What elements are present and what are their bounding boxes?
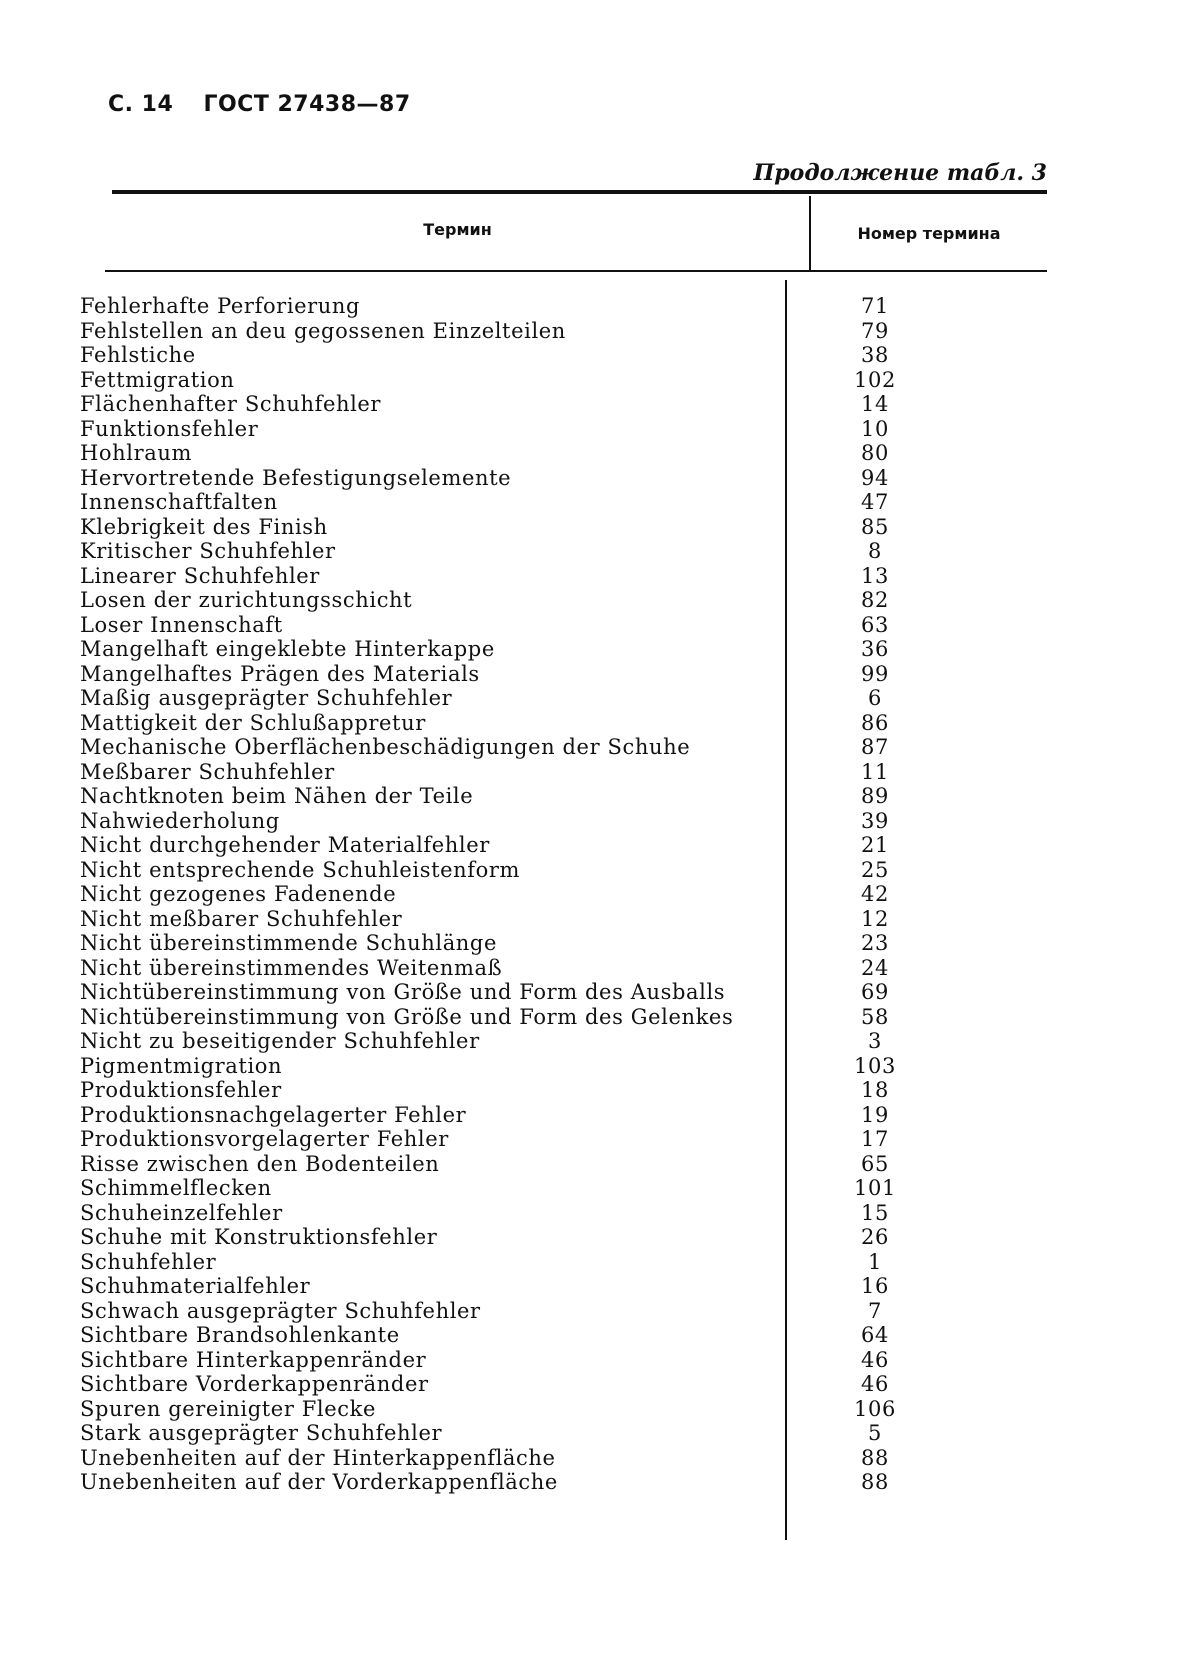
term-number-cell: 14 (861, 392, 889, 417)
term-cell: Nichtübereinstimmung von Größe und Form des Gelenkes (80, 1004, 734, 1029)
table-top-rule (112, 190, 1047, 194)
term-cell: Schuhe mit Konstruktionsfehler (80, 1225, 438, 1250)
term-number-cell: 89 (861, 784, 889, 809)
table-row (80, 1103, 980, 1128)
term-number-cell: 15 (861, 1200, 889, 1225)
term-cell: Produktionsnachgelagerter Fehler (80, 1102, 467, 1127)
term-number-cell: 101 (854, 1176, 896, 1201)
table-row (80, 1201, 980, 1226)
table-header-rule (105, 270, 1047, 272)
table-row (80, 1225, 980, 1250)
table-row (80, 1274, 980, 1299)
term-number-cell: 38 (861, 343, 889, 368)
term-number-cell: 18 (861, 1078, 889, 1103)
table-row (80, 466, 980, 491)
term-number-cell: 99 (861, 661, 889, 686)
standard-title: ГОСТ 27438—87 (203, 92, 411, 117)
term-cell: Risse zwischen den Bodenteilen (80, 1151, 440, 1176)
term-cell: Nicht übereinstimmendes Weitenmaß (80, 955, 503, 980)
table-row (80, 858, 980, 883)
term-cell: Schwach ausgeprägter Schuhfehler (80, 1298, 481, 1323)
term-number-cell: 8 (868, 539, 882, 564)
table-row (80, 515, 980, 540)
term-cell: Hervortretende Befestigungselemente (80, 465, 512, 490)
term-cell: Sichtbare Brandsohlenkante (80, 1323, 400, 1348)
table-row (80, 441, 980, 466)
term-number-cell: 24 (861, 955, 889, 980)
table-row (80, 588, 980, 613)
term-cell: Stark ausgeprägter Schuhfehler (80, 1421, 443, 1446)
table-row (80, 956, 980, 981)
term-number-cell: 36 (861, 637, 889, 662)
term-cell: Pigmentmigration (80, 1053, 283, 1078)
term-number-cell: 16 (861, 1274, 889, 1299)
term-cell: Nicht meßbarer Schuhfehler (80, 906, 403, 931)
term-cell: Fettmigration (80, 367, 235, 392)
table-row (80, 1005, 980, 1030)
term-cell: Spuren gereinigter Flecke (80, 1396, 376, 1421)
term-cell: Unebenheiten auf der Hinterkappenfläche (80, 1445, 556, 1470)
term-number-cell: 46 (861, 1347, 889, 1372)
term-cell: Fehlstiche (80, 343, 196, 368)
term-number-cell: 103 (854, 1053, 896, 1078)
term-number-cell: 88 (861, 1470, 889, 1495)
table-row (80, 392, 980, 417)
table-row (80, 564, 980, 589)
term-cell: Nicht entsprechende Schuhleistenform (80, 857, 521, 882)
term-cell: Fehlstellen an deu gegossenen Einzelteilen (80, 318, 566, 343)
table-row (80, 613, 980, 638)
term-number-cell: 86 (861, 710, 889, 735)
table-row (80, 931, 980, 956)
term-cell: Flächenhafter Schuhfehler (80, 392, 382, 417)
table-row (80, 1421, 980, 1446)
term-cell: Funktionsfehler (80, 416, 259, 441)
table-row (80, 833, 980, 858)
table-row (80, 686, 980, 711)
table-row (80, 907, 980, 932)
table-row (80, 1397, 980, 1422)
term-number-cell: 21 (861, 833, 889, 858)
table-row (80, 784, 980, 809)
table-row (80, 809, 980, 834)
term-number-cell: 79 (861, 318, 889, 343)
term-table-body (80, 294, 980, 1495)
table-row (80, 490, 980, 515)
table-row (80, 1250, 980, 1275)
term-number-cell: 65 (861, 1151, 889, 1176)
column-header-number: Номер термина (857, 224, 1001, 243)
table-continuation-label: Продолжение табл. 3 (753, 160, 1047, 186)
term-cell: Schimmelflecken (80, 1176, 272, 1201)
term-cell: Losen der zurichtungsschicht (80, 588, 413, 613)
table-row (80, 1152, 980, 1177)
term-number-cell: 106 (854, 1396, 896, 1421)
term-number-cell: 69 (861, 980, 889, 1005)
table-row (80, 294, 980, 319)
header-column-divider (809, 196, 811, 270)
table-row (80, 760, 980, 785)
table-row (80, 368, 980, 393)
page-number: С. 14 (108, 92, 174, 117)
term-number-cell: 6 (868, 686, 882, 711)
term-cell: Nicht durchgehender Materialfehler (80, 833, 490, 858)
table-row (80, 1372, 980, 1397)
table-row (80, 1323, 980, 1348)
table-row (80, 1299, 980, 1324)
term-number-cell: 46 (861, 1372, 889, 1397)
table-row (80, 1446, 980, 1471)
term-number-cell: 102 (854, 367, 896, 392)
term-cell: Mangelhaft eingeklebte Hinterkappe (80, 637, 495, 662)
term-number-cell: 71 (861, 294, 889, 319)
term-cell: Mechanische Oberflächenbeschädigungen der Schuhe (80, 735, 691, 760)
term-number-cell: 17 (861, 1127, 889, 1152)
term-number-cell: 13 (861, 563, 889, 588)
term-number-cell: 3 (868, 1029, 882, 1054)
term-number-cell: 64 (861, 1323, 889, 1348)
term-cell: Nichtübereinstimmung von Größe und Form des Ausballs (80, 980, 726, 1005)
term-cell: Hohlraum (80, 441, 192, 466)
table-header (105, 196, 1047, 268)
term-number-cell: 87 (861, 735, 889, 760)
term-cell: Schuhmaterialfehler (80, 1274, 311, 1299)
term-cell: Schuheinzelfehler (80, 1200, 283, 1225)
term-number-cell: 12 (861, 906, 889, 931)
term-number-cell: 63 (861, 612, 889, 637)
term-cell: Unebenheiten auf der Vorderkappenfläche (80, 1470, 558, 1495)
term-number-cell: 19 (861, 1102, 889, 1127)
table-row (80, 1348, 980, 1373)
term-cell: Loser Innenschaft (80, 612, 283, 637)
table-row (80, 417, 980, 442)
term-number-cell: 85 (861, 514, 889, 539)
term-number-cell: 23 (861, 931, 889, 956)
term-number-cell: 11 (861, 759, 889, 784)
term-cell: Meßbarer Schuhfehler (80, 759, 335, 784)
table-row (80, 637, 980, 662)
table-row (80, 539, 980, 564)
term-number-cell: 42 (861, 882, 889, 907)
table-row (80, 1029, 980, 1054)
term-cell: Nicht zu beseitigender Schuhfehler (80, 1029, 480, 1054)
term-cell: Fehlerhafte Perforierung (80, 294, 361, 319)
term-number-cell: 10 (861, 416, 889, 441)
column-header-term: Термин (423, 220, 492, 239)
term-number-cell: 1 (868, 1249, 882, 1274)
table-row (80, 711, 980, 736)
table-row (80, 1127, 980, 1152)
table-row (80, 662, 980, 687)
term-number-cell: 80 (861, 441, 889, 466)
term-cell: Sichtbare Vorderkappenränder (80, 1372, 429, 1397)
term-cell: Nicht gezogenes Fadenende (80, 882, 397, 907)
term-number-cell: 5 (868, 1421, 882, 1446)
term-cell: Produktionsvorgelagerter Fehler (80, 1127, 449, 1152)
term-cell: Nicht übereinstimmende Schuhlänge (80, 931, 498, 956)
term-cell: Sichtbare Hinterkappenränder (80, 1347, 427, 1372)
term-number-cell: 47 (861, 490, 889, 515)
term-number-cell: 88 (861, 1445, 889, 1470)
table-row (80, 343, 980, 368)
table-row (80, 980, 980, 1005)
table-row (80, 735, 980, 760)
term-number-cell: 39 (861, 808, 889, 833)
term-number-cell: 26 (861, 1225, 889, 1250)
table-row (80, 1054, 980, 1079)
table-row (80, 882, 980, 907)
term-cell: Schuhfehler (80, 1249, 217, 1274)
table-row (80, 1176, 980, 1201)
table-row (80, 1470, 980, 1495)
term-cell: Linearer Schuhfehler (80, 563, 320, 588)
term-cell: Klebrigkeit des Finish (80, 514, 328, 539)
term-cell: Nahwiederholung (80, 808, 280, 833)
table-row (80, 1078, 980, 1103)
term-number-cell: 25 (861, 857, 889, 882)
term-cell: Mangelhaftes Prägen des Materials (80, 661, 480, 686)
term-cell: Kritischer Schuhfehler (80, 539, 336, 564)
term-cell: Innenschaftfalten (80, 490, 278, 515)
term-number-cell: 94 (861, 465, 889, 490)
term-number-cell: 82 (861, 588, 889, 613)
term-cell: Maßig ausgeprägter Schuhfehler (80, 686, 453, 711)
term-cell: Mattigkeit der Schlußappretur (80, 710, 426, 735)
term-cell: Produktionsfehler (80, 1078, 282, 1103)
term-number-cell: 58 (861, 1004, 889, 1029)
table-row (80, 319, 980, 344)
term-number-cell: 7 (868, 1298, 882, 1323)
term-cell: Nachtknoten beim Nähen der Teile (80, 784, 474, 809)
page-header (108, 92, 411, 117)
